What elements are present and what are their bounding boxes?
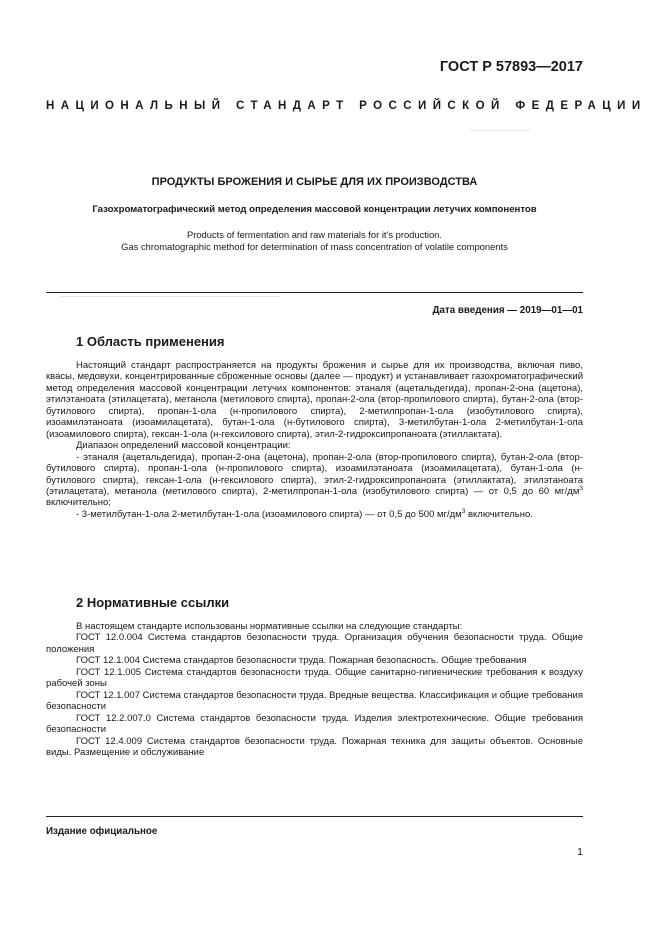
- superscript: 3: [461, 507, 466, 515]
- normative-reference: ГОСТ 12.0.004 Система стандартов безопасности труда. Организация обучения безопасности труда. Общие положения: [46, 632, 583, 655]
- section-1-range-intro: Диапазон определений массовой концентрации:: [76, 440, 291, 452]
- footer-divider: [46, 816, 583, 817]
- document-subtitle: Газохроматографический метод определения массовой концентрации летучих компонентов: [92, 204, 537, 215]
- section-2-heading: 2 Нормативные ссылки: [76, 595, 230, 610]
- title-en-line-1: Products of fermentation and raw materials for it's production.: [186, 229, 443, 240]
- section-1-range-item: [46, 509, 583, 520]
- section-1-heading: 1 Область применения: [76, 334, 225, 349]
- scan-artifact-line: [60, 296, 280, 297]
- document-title: ПРОДУКТЫ БРОЖЕНИЯ И СЫРЬЕ ДЛЯ ИХ ПРОИЗВОДСТВА: [151, 176, 478, 188]
- section-1-paragraph: Настоящий стандарт распространяется на продукты брожения и сырье для их производства, включая пиво, квасы, медовухи, концентрированные сброженные основы (далее — продукт) и устанавливает газохроматографический метод определения массовой концентрации летучих компонентов: этаналя (ацетальдегида), пропан-2-она (ацетона), этилэтаноата (этилацетата), метанола (метилового спирта), пропан-2-ола (втор-пропилового спирта), бутан-2-ола (втор-бутилового спирта), пропан-1-ола (н-пропилового спирта), 2-метилпропан-1-ола (изобутилового спирта), изоамилэтаноата (изоамилацетата), бутан-1-ола (н-бутилового спирта), 3-метилбутан-1-ола 2-метилбутан-1-ола (изоамилового спирта), гексан-1-ола (н-гексилового спирта), этил-2-гидроксипропаноата (этиллактата).: [46, 360, 583, 440]
- section-1-range-item: [46, 452, 583, 509]
- normative-reference: ГОСТ 12.4.009 Система стандартов безопасности труда. Пожарная техника для защиты объектов. Основные виды. Размещение и обслуживание: [46, 735, 583, 758]
- section-1-body: [46, 360, 583, 520]
- national-standard-banner: НАЦИОНАЛЬНЫЙ СТАНДАРТ РОССИЙСКОЙ ФЕДЕРАЦИИ: [46, 100, 647, 112]
- header-divider: [46, 292, 583, 293]
- section-2-body: [46, 621, 583, 758]
- normative-reference: ГОСТ 12.2.007.0 Система стандартов безопасности труда. Изделия электротехнические. Общие требования безопасности: [46, 712, 583, 736]
- range-item-tail: включительно;: [46, 497, 111, 509]
- scan-artifact-line: [470, 130, 530, 131]
- doc-code: ГОСТ Р 57893—2017: [439, 59, 583, 75]
- range-item-tail: включительно.: [465, 508, 533, 520]
- introduction-date: Дата введения — 2019—01—01: [432, 305, 583, 316]
- document-title-en: [46, 229, 583, 252]
- page-number: 1: [577, 846, 583, 858]
- normative-reference: ГОСТ 12.1.005 Система стандартов безопасности труда. Общие санитарно-гигиенические требования к воздуху рабочей зоны: [46, 666, 583, 690]
- superscript: 3: [579, 484, 583, 492]
- range-item-text: - 3-метилбутан-1-ола 2-метилбутан-1-ола (изоамилового спирта) — от 0,5 до 500 мг/дм: [76, 508, 462, 520]
- section-2-intro: В настоящем стандарте использованы нормативные ссылки на следующие стандарты:: [76, 621, 463, 632]
- official-edition-label: Издание официальное: [46, 826, 158, 837]
- range-item-text: - этаналя (ацетальдегида), пропан-2-она (ацетона), пропан-2-ола (втор-пропилового спирта), бутан-2-ола (втор-бутилового спирта), пропан-1-ола (н-пропилового спирта), изоамилэтаноата (изоамилацетата), бутан-1-ола (н-бутилового спирта), гексан-1-ола (н-гексилового спирта), этил-2-гидроксипропаноата (этиллактата), этилэтаноата (этилацетата), метанола (метилового спирта), 2-метилпропан-1-ола (изобутилового спирта) — от 0,5 до 60 мг/дм: [46, 451, 583, 497]
- normative-reference: ГОСТ 12.1.004 Система стандартов безопасности труда. Пожарная безопасность. Общие требования: [76, 655, 527, 667]
- normative-reference: ГОСТ 12.1.007 Система стандартов безопасности труда. Вредные вещества. Классификация и общие требования безопасности: [46, 689, 583, 713]
- title-en-line-2: Gas chromatographic method for determination of mass concentration of volatile components: [121, 240, 508, 252]
